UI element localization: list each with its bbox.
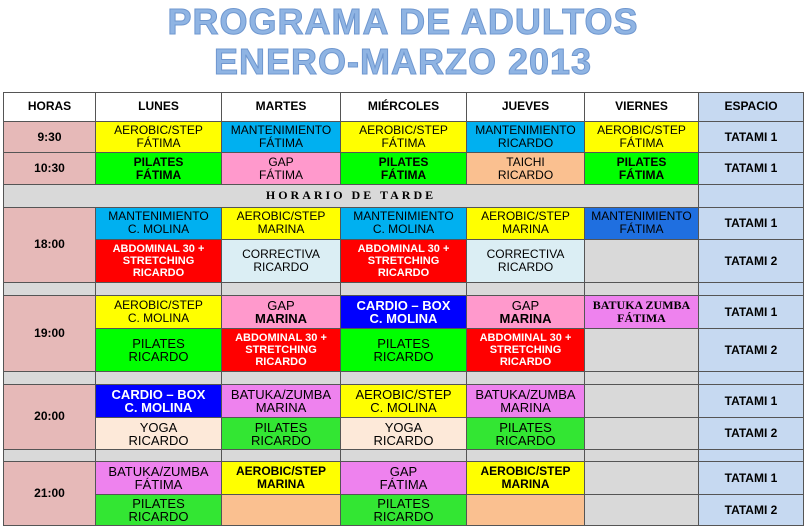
class-cell (96, 207, 222, 240)
espacio-cell (699, 185, 804, 208)
class-name: ABDOMINAL 30 + (112, 243, 205, 256)
row-1030 (4, 153, 804, 185)
class-cell (96, 240, 222, 283)
class-cell (222, 240, 341, 283)
class-name: PILATES (377, 336, 430, 352)
instructor-name: MARINA (502, 222, 549, 237)
instructor-name: FÁTIMA (619, 222, 664, 237)
class-cell (222, 418, 341, 450)
espacio-cell (699, 283, 804, 295)
separator-cell (4, 372, 96, 384)
separator-cell (4, 450, 96, 462)
row-2100-a (4, 462, 804, 495)
instructor-name: MARINA (257, 222, 305, 237)
espacio-cell: TATAMI 2 (699, 418, 804, 450)
instructor-name: RICARDO (495, 432, 556, 448)
class-cell (585, 207, 699, 240)
instructor-name: RICARDO (128, 509, 189, 525)
class-name: GAP (389, 464, 418, 480)
class-cell (341, 495, 467, 526)
separator-cell (4, 283, 96, 295)
separator-cell (585, 450, 699, 462)
row-1800-b (4, 240, 804, 283)
instructor-name: C. MOLINA (372, 222, 435, 237)
row-1900-b (4, 329, 804, 372)
page-subtitle: ENERO-MARZO 2013 (213, 41, 593, 82)
class-name: GAP (267, 298, 295, 313)
espacio-cell: TATAMI 1 (699, 121, 804, 153)
empty-cell (585, 462, 699, 495)
class-name: BATUKA/ZUMBA (475, 387, 576, 403)
instructor-name: FÁTIMA (134, 477, 183, 493)
class-name: MANTENIMIENTO (591, 209, 692, 224)
class-name: ABDOMINAL 30 + (235, 332, 327, 345)
class-cell (585, 121, 699, 153)
tarde-row (4, 185, 804, 208)
class-cell (341, 384, 467, 418)
instructor-name: RICARDO (373, 432, 434, 448)
instructor-name: C. MOLINA (127, 222, 190, 237)
instructor-name: RICARDO (373, 509, 434, 525)
col-header-viernes: VIERNES (585, 93, 699, 122)
instructor-name: MARINA (255, 311, 307, 326)
hora-cell: 9:30 (4, 121, 96, 153)
row-1900-a (4, 295, 804, 329)
class-name: STRETCHING (489, 344, 562, 357)
class-cell (585, 295, 699, 329)
class-cell (96, 495, 222, 526)
separator-cell (222, 372, 341, 384)
separator-cell (585, 372, 699, 384)
class-cell (467, 240, 585, 283)
class-cell (96, 295, 222, 329)
class-cell (222, 384, 341, 418)
class-name: ABDOMINAL 30 + (479, 332, 572, 345)
espacio-cell: TATAMI 1 (699, 462, 804, 495)
empty-cell (585, 495, 699, 526)
instructor-name: C. MOLINA (127, 311, 190, 325)
separator-cell (341, 372, 467, 384)
class-cell (467, 153, 585, 185)
class-cell (96, 121, 222, 153)
row-1800-a (4, 207, 804, 240)
instructor-name: FÁTIMA (136, 136, 181, 151)
class-name: AEROBIC/STEP (597, 123, 686, 138)
instructor-name: RICARDO (132, 267, 185, 280)
espacio-cell: TATAMI 1 (699, 153, 804, 185)
class-name: GAP (268, 154, 294, 169)
col-header-miercoles: MIÉRCOLES (341, 93, 467, 122)
instructor-name: FÁTIMA (619, 136, 664, 151)
instructor-name: RICARDO (497, 136, 554, 151)
instructor-name: RICARDO (255, 356, 307, 369)
class-name: PILATES (254, 419, 308, 435)
hora-cell: 18:00 (4, 207, 96, 283)
col-header-lunes: LUNES (96, 93, 222, 122)
class-cell (222, 462, 341, 495)
row-2000-b (4, 418, 804, 450)
class-name: ABDOMINAL 30 + (357, 243, 450, 256)
espacio-cell: TATAMI 1 (699, 207, 804, 240)
class-cell (467, 462, 585, 495)
class-name: PILATES (132, 496, 185, 512)
empty-cell (467, 495, 585, 526)
schedule-table (3, 92, 804, 526)
instructor-name: RICARDO (497, 260, 554, 275)
col-header-martes: MARTES (222, 93, 341, 122)
espacio-cell (699, 450, 804, 462)
class-name: YOGA (139, 419, 178, 435)
class-cell (467, 329, 585, 372)
class-name: PILATES (499, 419, 552, 435)
separator-cell (96, 450, 222, 462)
instructor-name: FÁTIMA (259, 136, 303, 151)
empty-cell (585, 418, 699, 450)
class-name: MANTENIMIENTO (475, 123, 576, 138)
instructor-name: RICARDO (373, 349, 434, 365)
class-name: AEROBIC/STEP (235, 464, 326, 479)
class-cell (96, 384, 222, 418)
hora-cell: 19:00 (4, 295, 96, 372)
col-header-jueves: JUEVES (467, 93, 585, 122)
class-name: AEROBIC/STEP (355, 387, 452, 403)
espacio-cell: TATAMI 2 (699, 240, 804, 283)
class-name: STRETCHING (367, 255, 440, 268)
class-name: AEROBIC/STEP (114, 298, 203, 312)
class-cell (341, 418, 467, 450)
class-name: GAP (511, 298, 540, 313)
class-name: BATUKA/ZUMBA (230, 387, 332, 403)
instructor-name: MARINA (501, 477, 550, 492)
class-name: PILATES (378, 154, 429, 169)
row-2000-a (4, 384, 804, 418)
instructor-name: FÁTIMA (618, 167, 665, 182)
empty-cell (585, 240, 699, 283)
instructor-name: FÁTIMA (135, 167, 182, 182)
class-name: STRETCHING (245, 344, 317, 357)
class-name: YOGA (384, 419, 423, 435)
instructor-name: FÁTIMA (381, 136, 426, 151)
instructor-name: C. MOLINA (124, 400, 193, 416)
class-name: PILATES (616, 154, 667, 169)
espacio-cell: TATAMI 1 (699, 384, 804, 418)
class-cell (341, 121, 467, 153)
class-name: AEROBIC/STEP (114, 123, 203, 138)
empty-cell (585, 384, 699, 418)
class-name: CORRECTIVA (486, 247, 565, 262)
row-2100-b (4, 495, 804, 526)
separator-row (4, 372, 804, 384)
class-name: TAICHI (506, 154, 545, 169)
header-row (4, 93, 804, 122)
class-name: PILATES (132, 336, 185, 352)
class-cell (467, 121, 585, 153)
separator-cell (222, 450, 341, 462)
class-cell (585, 153, 699, 185)
class-cell (96, 329, 222, 372)
class-cell (341, 153, 467, 185)
empty-cell (585, 329, 699, 372)
espacio-cell (699, 372, 804, 384)
empty-cell (222, 495, 341, 526)
instructor-name: C. MOLINA (370, 400, 437, 416)
class-cell (222, 153, 341, 185)
separator-row (4, 450, 804, 462)
instructor-name: MARINA (255, 400, 307, 416)
instructor-name: FÁTIMA (259, 167, 303, 182)
class-cell (341, 240, 467, 283)
class-cell (341, 207, 467, 240)
instructor-name: RICARDO (128, 349, 189, 365)
class-cell (467, 384, 585, 418)
separator-cell (222, 283, 341, 295)
class-name: AEROBIC/STEP (236, 209, 326, 224)
class-name: MANTENIMIENTO (353, 209, 454, 224)
tarde-label: HORARIO DE TARDE (4, 185, 699, 208)
class-name: AEROBIC/STEP (480, 464, 571, 479)
class-name: PILATES (377, 496, 430, 512)
class-name: MANTENIMIENTO (108, 209, 209, 224)
class-cell (467, 207, 585, 240)
separator-row (4, 283, 804, 295)
class-name: CARDIO – BOX (356, 298, 451, 313)
instructor-name: RICARDO (497, 167, 554, 182)
separator-cell (96, 372, 222, 384)
espacio-cell: TATAMI 2 (699, 495, 804, 526)
class-cell (467, 418, 585, 450)
espacio-cell: TATAMI 2 (699, 329, 804, 372)
instructor-name: RICARDO (253, 260, 309, 275)
row-930 (4, 121, 804, 153)
instructor-name: C. MOLINA (369, 311, 438, 326)
col-header-espacio: ESPACIO (699, 93, 804, 122)
separator-cell (585, 283, 699, 295)
instructor-name: RICARDO (251, 432, 311, 448)
class-cell (222, 329, 341, 372)
instructor-name: FÁTIMA (379, 477, 428, 493)
instructor-name: FÁTIMA (380, 167, 427, 182)
instructor-name: RICARDO (499, 356, 552, 369)
class-cell (96, 462, 222, 495)
instructor-name: MARINA (499, 311, 552, 326)
espacio-cell: TATAMI 1 (699, 295, 804, 329)
class-cell (341, 329, 467, 372)
class-cell (341, 295, 467, 329)
instructor-name: MARINA (500, 400, 551, 416)
class-name: PILATES (133, 154, 184, 169)
class-cell (467, 295, 585, 329)
class-cell (222, 121, 341, 153)
class-name: BATUKA ZUMBA (592, 298, 691, 312)
separator-cell (467, 283, 585, 295)
class-cell (96, 153, 222, 185)
col-header-horas: HORAS (4, 93, 96, 122)
class-cell (341, 462, 467, 495)
class-cell (96, 418, 222, 450)
separator-cell (467, 372, 585, 384)
hora-cell: 20:00 (4, 384, 96, 449)
class-name: AEROBIC/STEP (359, 123, 448, 138)
class-name: MANTENIMIENTO (230, 123, 332, 138)
class-name: CARDIO – BOX (111, 387, 206, 403)
class-cell (222, 207, 341, 240)
separator-cell (341, 450, 467, 462)
class-name: AEROBIC/STEP (481, 209, 570, 224)
hora-cell: 21:00 (4, 462, 96, 526)
page-title: PROGRAMA DE ADULTOS (167, 1, 639, 42)
separator-cell (341, 283, 467, 295)
instructor-name: RICARDO (128, 432, 189, 448)
class-cell (222, 295, 341, 329)
separator-cell (467, 450, 585, 462)
class-name: STRETCHING (122, 255, 195, 268)
separator-cell (96, 283, 222, 295)
instructor-name: RICARDO (377, 267, 430, 280)
class-name: CORRECTIVA (242, 247, 320, 262)
instructor-name: FÁTIMA (617, 311, 666, 325)
hora-cell: 10:30 (4, 153, 96, 185)
instructor-name: MARINA (257, 477, 305, 492)
class-name: BATUKA/ZUMBA (108, 464, 209, 480)
